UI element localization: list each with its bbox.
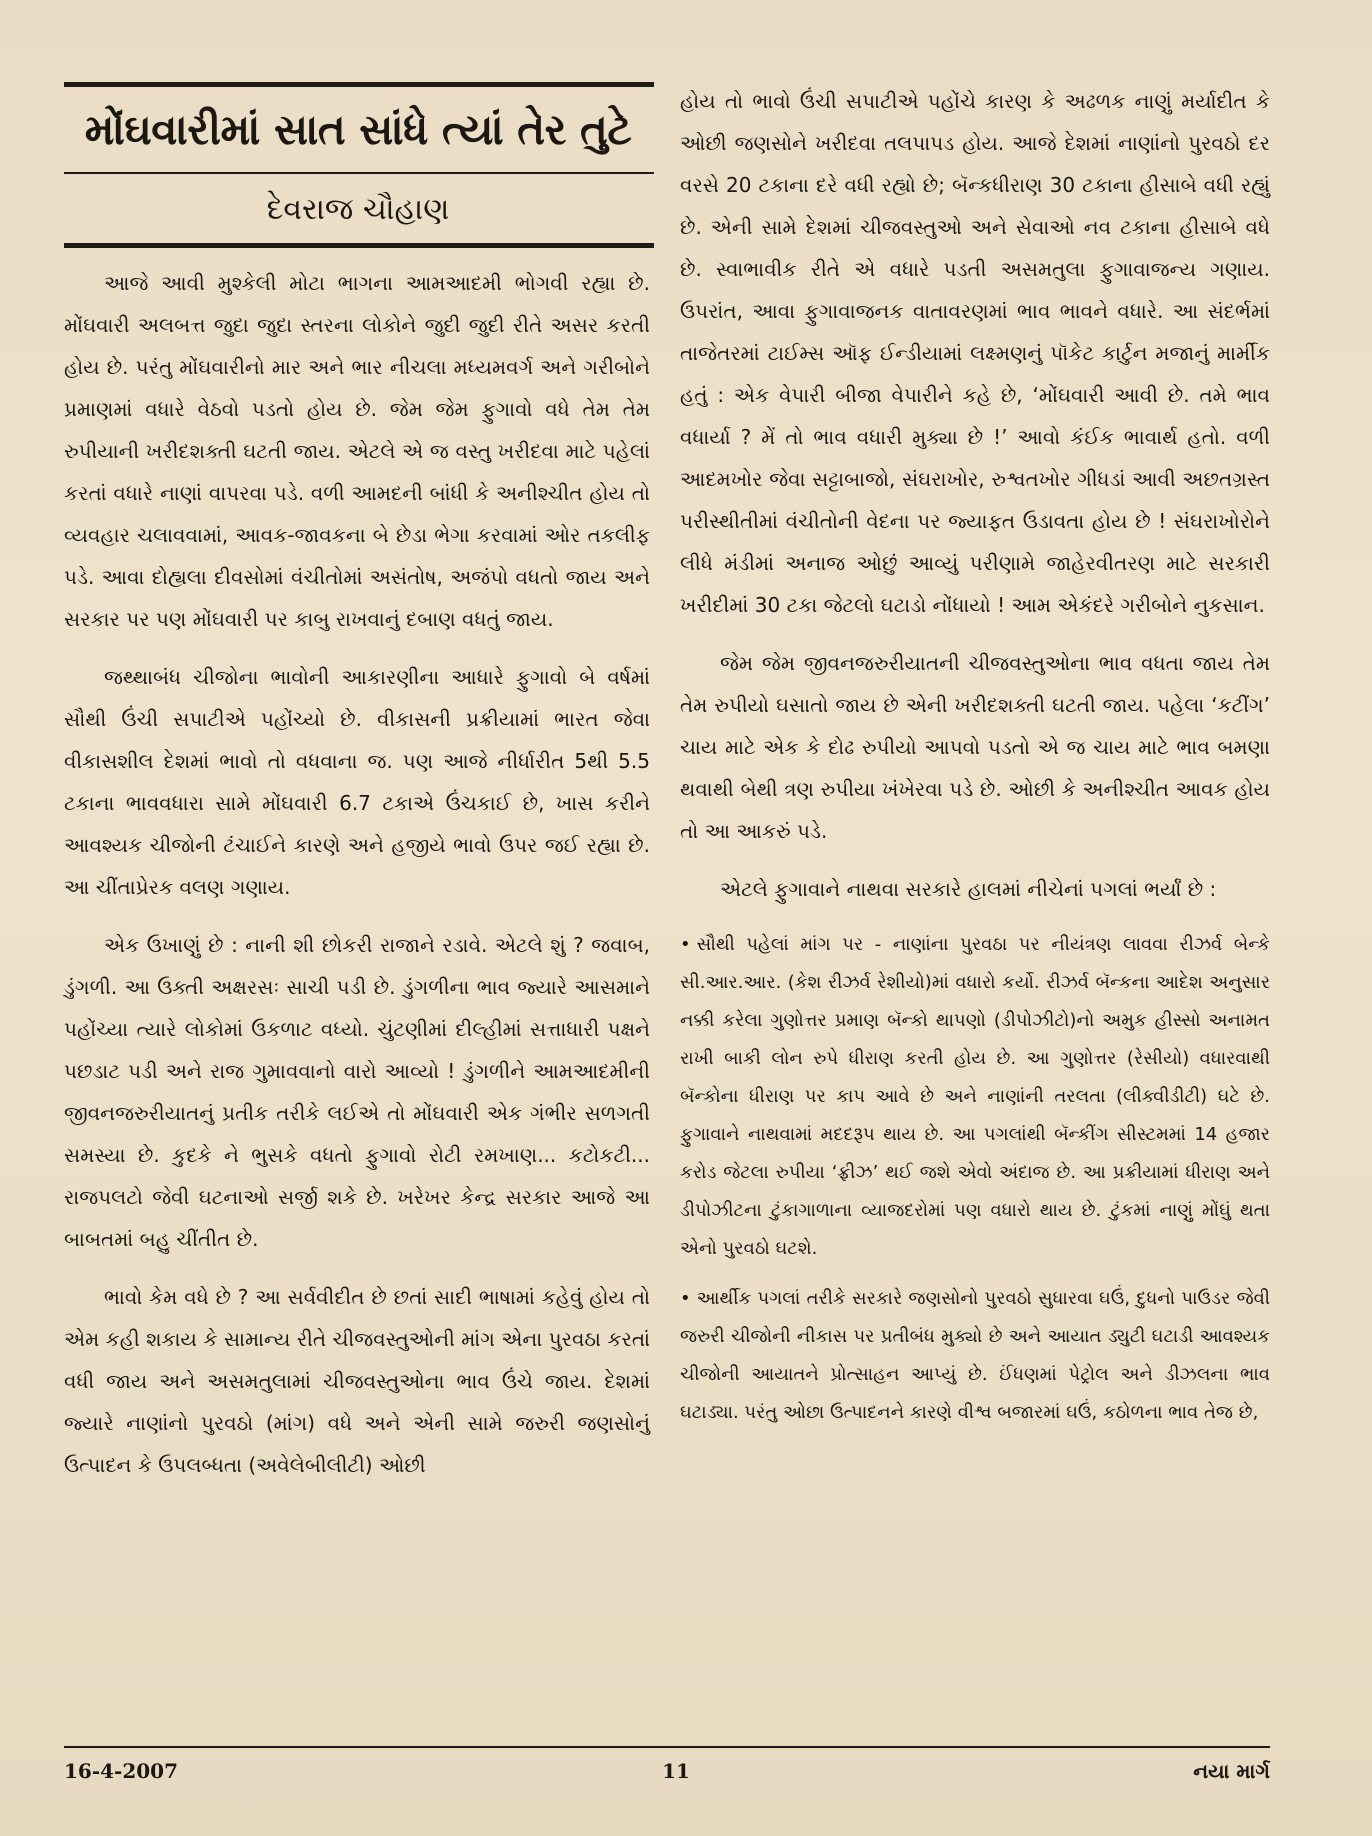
article-title: મોંઘવારીમાં સાત સાંધે ત્યાં તેર તુટે xyxy=(84,105,632,154)
body-paragraph: જેમ જેમ જીવનજરુરીયાતની ચીજવસ્તુઓના ભાવ વધતા જાય તેમ તેમ રુપીયો ઘસાતો જાય છે એની ખરીદશક્તી ઘટતી જાય. પહેલા ‘કટીંગ’ ચાય માટે એક કે દોઢ રુપીયો આપવો પડતો એ જ ચાય માટે ભાવ બમણા થવાથી બેથી ત્રણ રુપીયા ખંખેરવા પડે છે. ઓછી કે અનીશ્ચીત આવક હોય તો આ આકરું પડે. xyxy=(680,651,1270,843)
footer-date: 16-4-2007 xyxy=(64,1759,179,1783)
right-column xyxy=(680,80,1270,1444)
footer-page-number: 11 xyxy=(662,1759,690,1783)
bullet-item xyxy=(680,926,1270,1268)
author-bottom-rule xyxy=(64,243,654,248)
body-paragraph: એટલે ફુગાવાને નાથવા સરકારે હાલમાં નીચેનાં પગલાં ભર્યાં છે : xyxy=(720,877,1217,901)
bullet-mark: • xyxy=(680,1288,691,1309)
footer-publication: નયા માર્ગ xyxy=(1193,1759,1270,1783)
left-column xyxy=(64,262,650,1502)
article-author: દેવરાજ ચૌહાણ xyxy=(266,192,450,227)
title-top-rule xyxy=(64,82,654,87)
body-paragraph: ભાવો કેમ વધે છે ? આ સર્વવીદીત છે છતાં સાદી ભાષામાં કહેવું હોય તો એમ કહી શકાય કે સામાન્ય રીતે ચીજવસ્તુઓની માંગ એના પુરવઠા કરતાં વધી જાય અને અસમતુલામાં ચીજવસ્તુઓના ભાવ ઉંચે જાય. દેશમાં જ્યારે નાણાંનો પુરવઠો (માંગ) વધે અને એની સામે જરુરી જણસોનું ઉત્પાદન કે ઉપલબ્ધતા (અવેલેબીલીટી) ઓછી xyxy=(64,1285,650,1477)
bullet-text: આર્થીક પગલાં તરીકે સરકારે જણસોનો પુરવઠો સુધારવા ઘઉં, દુધનો પાઉડર જેવી જરુરી ચીજોની નીકાસ પર પ્રતીબંધ મુક્યો છે અને આયાત ડ્યુટી ઘટાડી આવશ્યક ચીજોની આયાતને પ્રોત્સાહન આપ્યું છે. ઈંધણમાં પેટ્રોલ અને ડીઝલના ભાવ ઘટાડ્યા. પરંતુ ઓછા ઉત્પાદનને કારણે વીશ્વ બજારમાં ઘઉં, કઠોળના ભાવ તેજ છે, xyxy=(680,1288,1270,1423)
body-paragraph: આજે આવી મુશ્કેલી મોટા ભાગના આમઆદમી ભોગવી રહ્યા છે. મોંઘવારી અલબત્ત જુદા જુદા સ્તરના લોકોને જુદી જુદી રીતે અસર કરતી હોય છે. પરંતુ મોંઘવારીનો માર અને ભાર નીચલા મધ્યમવર્ગ અને ગરીબોને પ્રમાણમાં વધારે વેઠવો પડતો હોય છે. જેમ જેમ ફુગાવો વધે તેમ તેમ રુપીયાની ખરીદશક્તી ઘટતી જાય. એટલે એ જ વસ્તુ ખરીદવા માટે પહેલાં કરતાં વધારે નાણાં વાપરવા પડે. વળી આમદની બાંધી કે અનીશ્ચીત હોય તો વ્યવહાર ચલાવવામાં, આવક-જાવકના બે છેડા ભેગા કરવામાં ઓર તકલીફ પડે. આવા દોહ્યલા દીવસોમાં વંચીતોમાં અસંતોષ, અજંપો વધતો જાય અને સરકાર પર પણ મોંઘવારી પર કાબુ રાખવાનું દબાણ વધતું જાય. xyxy=(64,271,650,631)
bullet-mark: • xyxy=(680,934,691,955)
title-divider-rule xyxy=(64,172,654,174)
footer-rule xyxy=(64,1746,1270,1748)
continued-paragraph: હોય તો ભાવો ઉંચી સપાટીએ પહોંચે કારણ કે અઢળક નાણું મર્યાદીત કે ઓછી જણસોને ખરીદવા તલપાપડ હોય. આજે દેશમાં નાણાંનો પુરવઠો દર વરસે 20 ટકાના દરે વધી રહ્યો છે; બૅન્કધીરાણ 30 ટકાના હીસાબે વધી રહ્યું છે. એની સામે દેશમાં ચીજવસ્તુઓ અને સેવાઓ નવ ટકાના હીસાબે વધે છે. સ્વાભાવીક રીતે એ વધારે પડતી અસમતુલા ફુગાવાજન્ય ગણાય. ઉપરાંત, આવા ફુગાવાજનક વાતાવરણમાં ભાવ ભાવને વધારે. આ સંદર્ભમાં તાજેતરમાં ટાઈમ્સ ઑફ ઈન્ડીયામાં લક્ષ્મણનું પૉકેટ કાર્ટુન મજાનું માર્મીક હતું : એક વેપારી બીજા વેપારીને કહે છે, ‘મોંઘવારી આવી છે. તમે ભાવ વધાર્યા ? મેં તો ભાવ વધારી મુક્યા છે !’ આવો કંઈક ભાવાર્થ હતો. વળી આદમખોર જેવા સટ્ટાબાજો, સંઘરાખોર, રુશ્વતખોર ગીધડાં આવી અછતગ્રસ્ત પરીસ્થીતીમાં વંચીતોની વેદના પર જ્યાફત ઉડાવતા હોય છે ! સંઘરાખોરોને લીધે મંડીમાં અનાજ ઓછું આવ્યું પરીણામે જાહેરવીતરણ માટે સરકારી ખરીદીમાં 30 ટકા જેટલો ઘટાડો નોંધાયો ! આમ એકંદરે ગરીબોને નુકસાન. xyxy=(680,89,1270,617)
body-paragraph: એક ઉખાણું છે : નાની શી છોકરી રાજાને રડાવે. એટલે શું ? જવાબ, ડુંગળી. આ ઉક્તી અક્ષરસઃ સાચી પડી છે. ડુંગળીના ભાવ જ્યારે આસમાને પહોંચ્યા ત્યારે લોકોમાં ઉકળાટ વધ્યો. ચુંટણીમાં દીલ્હીમાં સત્તાધારી પક્ષને પછડાટ પડી અને રાજ ગુમાવવાનો વારો આવ્યો ! ડુંગળીને આમઆદમીની જીવનજરુરીયાતનું પ્રતીક તરીકે લઈએ તો મોંઘવારી એક ગંભીર સળગતી સમસ્યા છે. કુદકે ને ભુસકે વધતો ફુગાવો રોટી રમખાણ... કટોકટી... રાજપલટો જેવી ઘટનાઓ સર્જી શકે છે. ખરેખર કેન્દ્ર સરકાર આજે આ બાબતમાં બહુ ચીંતીત છે. xyxy=(64,933,650,1251)
bullet-item xyxy=(680,1280,1270,1432)
body-paragraph: જથ્થાબંધ ચીજોના ભાવોની આકારણીના આધારે ફુગાવો બે વર્ષમાં સૌથી ઉંચી સપાટીએ પહોંચ્યો છે. વીકાસની પ્રક્રીયામાં ભારત જેવા વીકાસશીલ દેશમાં ભાવો તો વધવાના જ. પણ આજે નીર્ધારીત 5થી 5.5 ટકાના ભાવવધારા સામે મોંઘવારી 6.7 ટકાએ ઉંચકાઈ છે, ખાસ કરીને આવશ્યક ચીજોની ટંચાઈને કારણે અને હજીયે ભાવો ઉપર જઈ રહ્યા છે. આ ચીંતાપ્રેરક વલણ ગણાય. xyxy=(64,665,650,899)
bullet-text: સૌથી પહેલાં માંગ પર - નાણાંના પુરવઠા પર નીયંત્રણ લાવવા રીઝર્વ બેન્કે સી.આર.આર. (કેશ રીઝર્વ રેશીયો)માં વધારો કર્યો. રીઝર્વ બૅન્કના આદેશ અનુસાર નક્કી કરેલા ગુણોત્તર પ્રમાણ બૅન્કો થાપણો (ડીપોઝીટો)નો અમુક હીસ્સો અનામત રાખી બાકી લોન રુપે ધીરાણ કરતી હોય છે. આ ગુણોત્તર (રેસીયો) વધારવાથી બૅન્કોના ધીરાણ પર કાપ આવે છે અને નાણાંની તરલતા (લીક્વીડીટી) ઘટે છે. ફુગાવાને નાથવામાં મદદરૂપ થાય છે. આ પગલાંથી બૅન્કીંગ સીસ્ટમમાં 14 હજાર કરોડ જેટલા રુપીયા ‘ફ્રીઝ’ થઈ જશે એવો અંદાજ છે. આ પ્રક્રીયામાં ધીરાણ અને ડીપોઝીટના ટુંકાગાળાના વ્યાજદરોમાં પણ વધારો થાય છે. ટુંકમાં નાણું મોંઘું થતા એનો પુરવઠો ઘટશે. xyxy=(680,934,1270,1259)
